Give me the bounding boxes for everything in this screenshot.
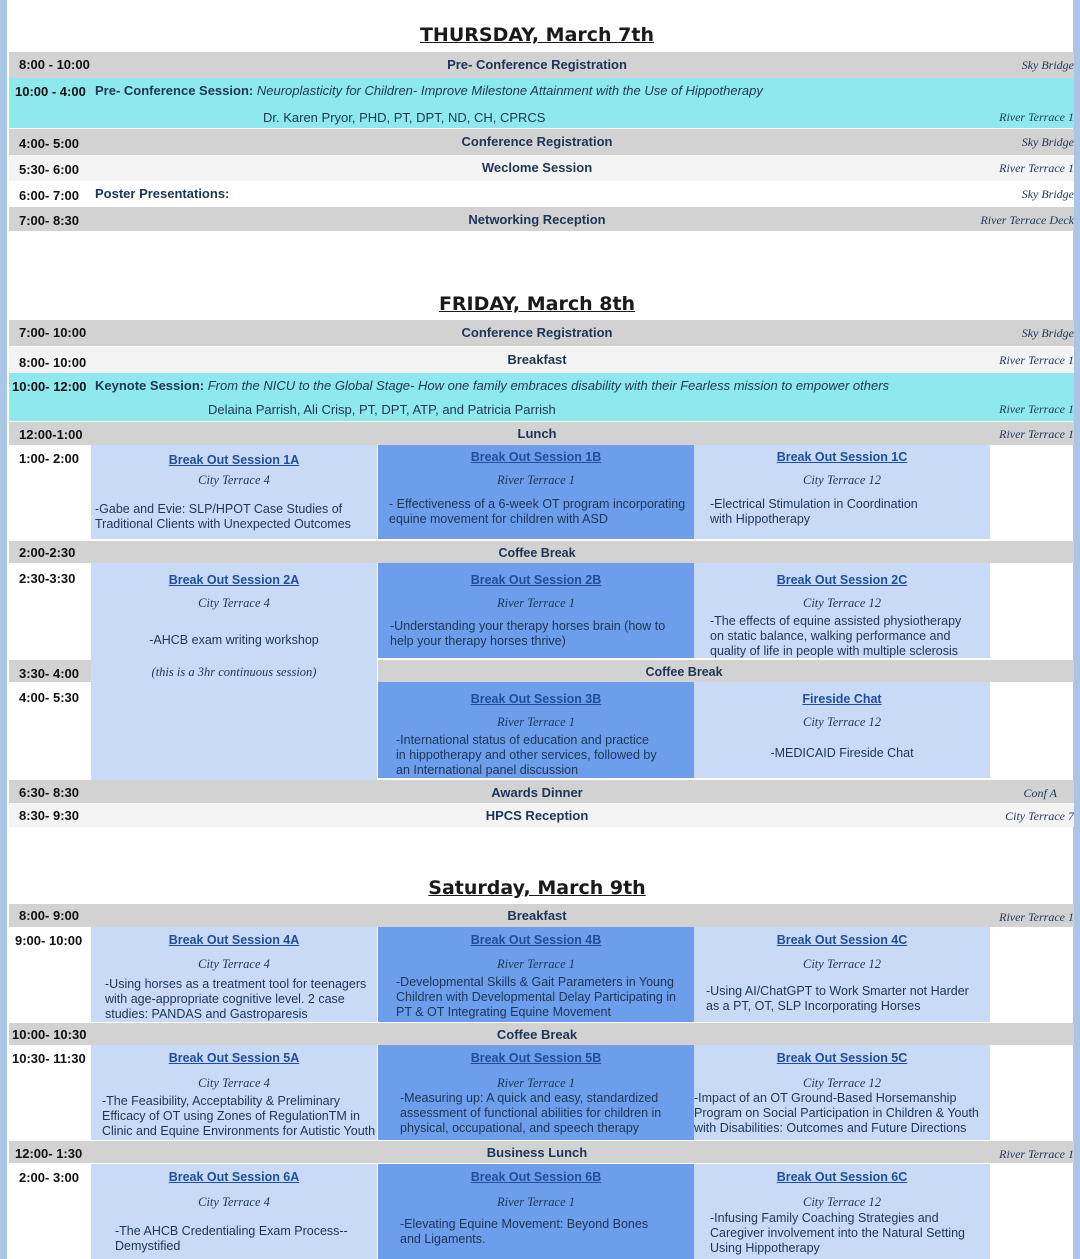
desc-line: assessment of functional abilities for children in: [400, 1106, 662, 1120]
session-description: [400, 1091, 661, 1136]
slot-time: 9:00- 10:00: [15, 933, 83, 948]
session-room: City Terrace 4: [198, 596, 270, 610]
desc-line: and Ligaments.: [400, 1232, 486, 1246]
slot-time: 4:00- 5:30: [19, 690, 79, 705]
session-room: City Terrace 4: [198, 957, 270, 971]
row-time: 6:00- 7:00: [19, 188, 79, 203]
slot-time: 10:30- 11:30: [12, 1051, 86, 1066]
row-event: Breakfast: [507, 352, 567, 367]
row-event: Weclome Session: [481, 160, 593, 175]
row-location: River Terrace 1: [999, 1147, 1074, 1161]
desc-line: with Hippotherapy: [710, 512, 811, 526]
row-time: 7:00- 10:00: [19, 325, 87, 340]
row-location: River Terrace 1: [999, 427, 1074, 441]
row-location: River Terrace 1: [999, 110, 1074, 124]
desc-line: in hippotherapy and other services, followed by: [396, 748, 657, 762]
row-event: Coffee Break: [498, 546, 576, 560]
row-location: River Terrace 1: [999, 402, 1074, 416]
session-room: City Terrace 4: [198, 1195, 270, 1209]
session-cell-5b: [378, 1045, 694, 1140]
session-room: River Terrace 1: [497, 596, 575, 610]
session-title-link[interactable]: Break Out Session 5B: [470, 1051, 602, 1065]
row-event: Coffee Break: [645, 665, 723, 679]
session-room: River Terrace 1: [497, 1195, 575, 1209]
desc-line: PT & OT Integrating Equine Movement: [396, 1005, 611, 1019]
pre-conference-session-row: [9, 78, 1074, 128]
session-room: City Terrace 4: [198, 1076, 270, 1090]
schedule-row: [9, 422, 1074, 445]
row-location: Sky Bridge: [1021, 187, 1074, 201]
session-description: [95, 502, 351, 532]
session-cell-6a: [91, 1164, 377, 1259]
desc-line: Clinic and Equine Environments for Autistic Youth: [102, 1124, 376, 1138]
session-heading: [95, 378, 889, 393]
session-description: [706, 984, 969, 1014]
session-room: River Terrace 1: [497, 473, 575, 487]
session-title-link[interactable]: Break Out Session 2A: [168, 573, 300, 587]
thursday-heading: THURSDAY, March 7th: [419, 24, 655, 46]
session-title-link[interactable]: Break Out Session 5A: [168, 1051, 300, 1065]
session-description: [390, 619, 665, 649]
row-time: 12:00-1:00: [19, 427, 83, 442]
desc-line: equine movement for children with ASD: [389, 512, 608, 526]
desc-line: -AHCB exam writing workshop: [149, 633, 319, 647]
desc-line: -Measuring up: A quick and easy, standardized: [400, 1091, 659, 1105]
session-cell-1c: [694, 445, 990, 539]
desc-line: -Using horses as a treatment tool for teenagers: [105, 977, 367, 991]
desc-line: Caregiver involvement into the Natural Setting: [710, 1226, 965, 1240]
session-title-link[interactable]: Fireside Chat: [802, 692, 882, 706]
row-time: 10:00- 10:30: [12, 1027, 87, 1042]
schedule-row: [9, 155, 1074, 181]
session-title-link[interactable]: Break Out Session 5C: [776, 1051, 908, 1065]
time-column: [9, 445, 91, 780]
session-title-link[interactable]: Break Out Session 2B: [470, 573, 602, 587]
row-location: Sky Bridge: [1021, 326, 1074, 340]
row-time: 8:00- 10:00: [19, 355, 87, 370]
desc-line: physical, occupational, and speech therapy: [400, 1121, 640, 1135]
session-room: City Terrace 12: [802, 1076, 881, 1090]
keynote-session-row: [9, 373, 1074, 421]
desc-line: Using Hippotherapy: [710, 1241, 820, 1255]
session-cell-2c: [694, 563, 990, 658]
session-title-link[interactable]: Break Out Session 4A: [168, 933, 300, 947]
session-presenter: Dr. Karen Pryor, PHD, PT, DPT, ND, CH, CPRCS: [263, 110, 546, 125]
session-description: [91, 633, 377, 648]
session-cell-1b: [378, 445, 694, 539]
session-cell-fireside: [694, 682, 990, 778]
session-title-link[interactable]: Break Out Session 1C: [776, 450, 908, 464]
time-column: [9, 927, 91, 1259]
row-time: 10:00 - 4:00: [15, 84, 86, 99]
schedule-row: [9, 207, 1074, 231]
session-title-link[interactable]: Break Out Session 4C: [776, 933, 908, 947]
session-cell-3b: [378, 682, 694, 778]
session-cell-5a: [91, 1045, 377, 1140]
coffee-break-row: [9, 541, 1074, 563]
session-description: [396, 733, 657, 778]
friday-heading: FRIDAY, March 8th: [438, 293, 636, 315]
row-time: 4:00- 5:00: [19, 136, 79, 151]
desc-line: on static balance, walking performance and: [710, 629, 951, 643]
schedule-row: [9, 181, 1074, 207]
session-title: Neuroplasticity for Children- Improve Milestone Attainment with the Use of Hippotherapy: [256, 83, 763, 98]
row-time: 8:30- 9:30: [19, 808, 79, 823]
session-room: City Terrace 4: [198, 473, 270, 487]
session-description: [710, 497, 918, 527]
coffee-break-row: [9, 1023, 1074, 1045]
session-label: Pre- Conference Session:: [95, 83, 254, 98]
desc-line: Traditional Clients with Unexpected Outcomes: [95, 517, 351, 531]
session-title-link[interactable]: Break Out Session 6A: [168, 1170, 300, 1184]
session-cell-4b: [378, 927, 694, 1022]
schedule-row: [9, 52, 1074, 78]
row-location: River Terrace 1: [999, 353, 1074, 367]
coffee-break-row: [378, 660, 990, 682]
schedule-row: [9, 347, 1074, 373]
desc-line: -Understanding your therapy horses brain (how to: [390, 619, 666, 633]
session-room: City Terrace 12: [802, 473, 881, 487]
session-room: City Terrace 12: [802, 1195, 881, 1209]
session-description: [694, 746, 990, 761]
desc-line: studies: PANDAS and Gastroparesis: [105, 1007, 308, 1021]
row-location: Sky Bridge: [1021, 58, 1074, 72]
session-title-link[interactable]: Break Out Session 6C: [776, 1170, 908, 1184]
row-location: City Terrace 7: [1005, 809, 1074, 823]
session-room: River Terrace 1: [497, 957, 575, 971]
session-cell-4a: [91, 927, 377, 1022]
session-room: City Terrace 12: [802, 715, 881, 729]
session-description: [105, 977, 366, 1022]
session-cell-5c: [694, 1045, 990, 1140]
desc-line: with Disabilities: Outcomes and Future Directions: [694, 1121, 967, 1135]
row-event: Pre- Conference Registration: [447, 57, 627, 72]
row-location: Sky Bridge: [1021, 135, 1074, 149]
right-edge-band: [1073, 0, 1080, 1259]
desc-line: -Using AI/ChatGPT to Work Smarter not Harder: [706, 984, 969, 998]
friday-breakout-grid: [9, 445, 1074, 780]
session-description: [102, 1094, 375, 1139]
row-event: Awards Dinner: [491, 785, 583, 800]
schedule-row: [9, 904, 1074, 927]
schedule-row: [9, 320, 1074, 346]
session-presenter: Delaina Parrish, Ali Crisp, PT, DPT, ATP, and Patricia Parrish: [208, 402, 556, 417]
row-event: Breakfast: [507, 908, 567, 923]
session-description: [710, 614, 961, 658]
session-room: River Terrace 1: [497, 715, 575, 729]
row-event: HPCS Reception: [485, 808, 589, 823]
row-time: 8:00 - 10:00: [19, 57, 90, 72]
desc-line: Children with Developmental Delay Participating in: [396, 990, 676, 1004]
schedule-row: [9, 803, 1074, 827]
desc-line: Demystified: [115, 1239, 181, 1253]
desc-line: - Effectiveness of a 6-week OT program incorporating: [389, 497, 686, 511]
desc-line: Efficacy of OT using Zones of RegulationTM in: [102, 1109, 360, 1123]
saturday-heading: Saturday, March 9th: [428, 877, 646, 899]
row-time: 12:00- 1:30: [15, 1146, 83, 1161]
desc-line: -The Feasibility, Acceptability & Preliminary: [102, 1094, 341, 1108]
row-event: Conference Registration: [461, 134, 613, 149]
session-cell-2b: [378, 563, 694, 658]
slot-time: 2:30-3:30: [19, 571, 76, 586]
desc-line: quality of life in people with multiple sclerosis: [710, 644, 959, 658]
session-room: River Terrace 1: [497, 1076, 575, 1090]
left-edge-band: [0, 0, 7, 1259]
desc-line: with age-appropriate cognitive level. 2 case: [105, 992, 345, 1006]
row-location: River Terrace Deck: [980, 213, 1074, 227]
session-description: [115, 1224, 348, 1254]
desc-line: -International status of education and practice: [396, 733, 649, 747]
session-note: (this is a 3hr continuous session): [151, 665, 317, 679]
session-label: Poster Presentations:: [95, 186, 230, 201]
schedule-row: [9, 129, 1074, 155]
row-time: 7:00- 8:30: [19, 213, 79, 228]
session-description: [694, 1091, 979, 1136]
session-title-link[interactable]: Break Out Session 1A: [168, 453, 300, 467]
saturday-breakout-grid: [9, 927, 1074, 1259]
desc-line: an International panel discussion: [396, 763, 579, 777]
session-cell-2a: [91, 563, 377, 780]
row-location: River Terrace 1: [999, 161, 1074, 175]
session-description: [396, 975, 676, 1020]
row-event: Networking Reception: [468, 212, 606, 227]
session-title-link[interactable]: Break Out Session 1B: [470, 450, 602, 464]
row-event: Lunch: [517, 426, 557, 441]
row-time: 8:00- 9:00: [19, 908, 79, 923]
desc-line: -Electrical Stimulation in Coordination: [710, 497, 918, 511]
session-title: From the NICU to the Global Stage- How one family embraces disability with their Fearless mission to empower others: [207, 378, 890, 393]
session-title-link[interactable]: Break Out Session 6B: [470, 1170, 602, 1184]
row-time: 6:30- 8:30: [19, 785, 79, 800]
session-cell-6c: [694, 1164, 990, 1259]
row-time: 5:30- 6:00: [19, 162, 79, 177]
session-title-link[interactable]: Break Out Session 3B: [470, 692, 602, 706]
row-location: Conf A: [1023, 786, 1057, 800]
business-lunch-row: [9, 1141, 1074, 1163]
coffee-break-time: [9, 660, 91, 682]
desc-line: -Infusing Family Coaching Strategies and: [710, 1211, 939, 1225]
row-event: Conference Registration: [461, 325, 613, 340]
desc-line: help your therapy horses thrive): [390, 634, 566, 648]
desc-line: -MEDICAID Fireside Chat: [770, 746, 914, 760]
row-event: Coffee Break: [496, 1027, 578, 1042]
desc-line: as a PT, OT, SLP Incorporating Horses: [706, 999, 921, 1013]
row-location: River Terrace 1: [999, 910, 1074, 924]
schedule-row: [9, 780, 1074, 803]
row-time: 2:00-2:30: [19, 545, 76, 560]
row-event: Business Lunch: [486, 1145, 588, 1160]
coffee-break-fill: [990, 660, 1074, 682]
slot-time: 2:00- 3:00: [19, 1170, 79, 1185]
row-time: 3:30- 4:00: [19, 666, 79, 681]
session-cell-6b: [378, 1164, 694, 1259]
session-title-link[interactable]: Break Out Session 4B: [470, 933, 602, 947]
session-heading: [95, 186, 229, 201]
slot-time: 1:00- 2:00: [19, 451, 79, 466]
desc-line: Program on Social Participation in Children & Youth: [694, 1106, 979, 1120]
session-room: City Terrace 12: [802, 957, 881, 971]
desc-line: -The AHCB Credentialing Exam Process--: [115, 1224, 348, 1238]
desc-line: -Developmental Skills & Gait Parameters in Young: [396, 975, 674, 989]
session-heading: [95, 83, 763, 98]
row-time: 10:00- 12:00: [12, 379, 87, 394]
session-cell-1a: [91, 445, 377, 539]
session-title-link[interactable]: Break Out Session 2C: [776, 573, 908, 587]
session-room: City Terrace 12: [802, 596, 881, 610]
session-description: [710, 1211, 965, 1256]
desc-line: -Gabe and Evie: SLP/HPOT Case Studies of: [95, 502, 343, 516]
session-description: [389, 497, 685, 527]
desc-line: -Impact of an OT Ground-Based Horsemanship: [694, 1091, 957, 1105]
desc-line: -Elevating Equine Movement: Beyond Bones: [400, 1217, 649, 1231]
session-label: Keynote Session:: [95, 378, 205, 393]
session-cell-4c: [694, 927, 990, 1022]
desc-line: -The effects of equine assisted physiotherapy: [710, 614, 962, 628]
session-description: [400, 1217, 648, 1247]
